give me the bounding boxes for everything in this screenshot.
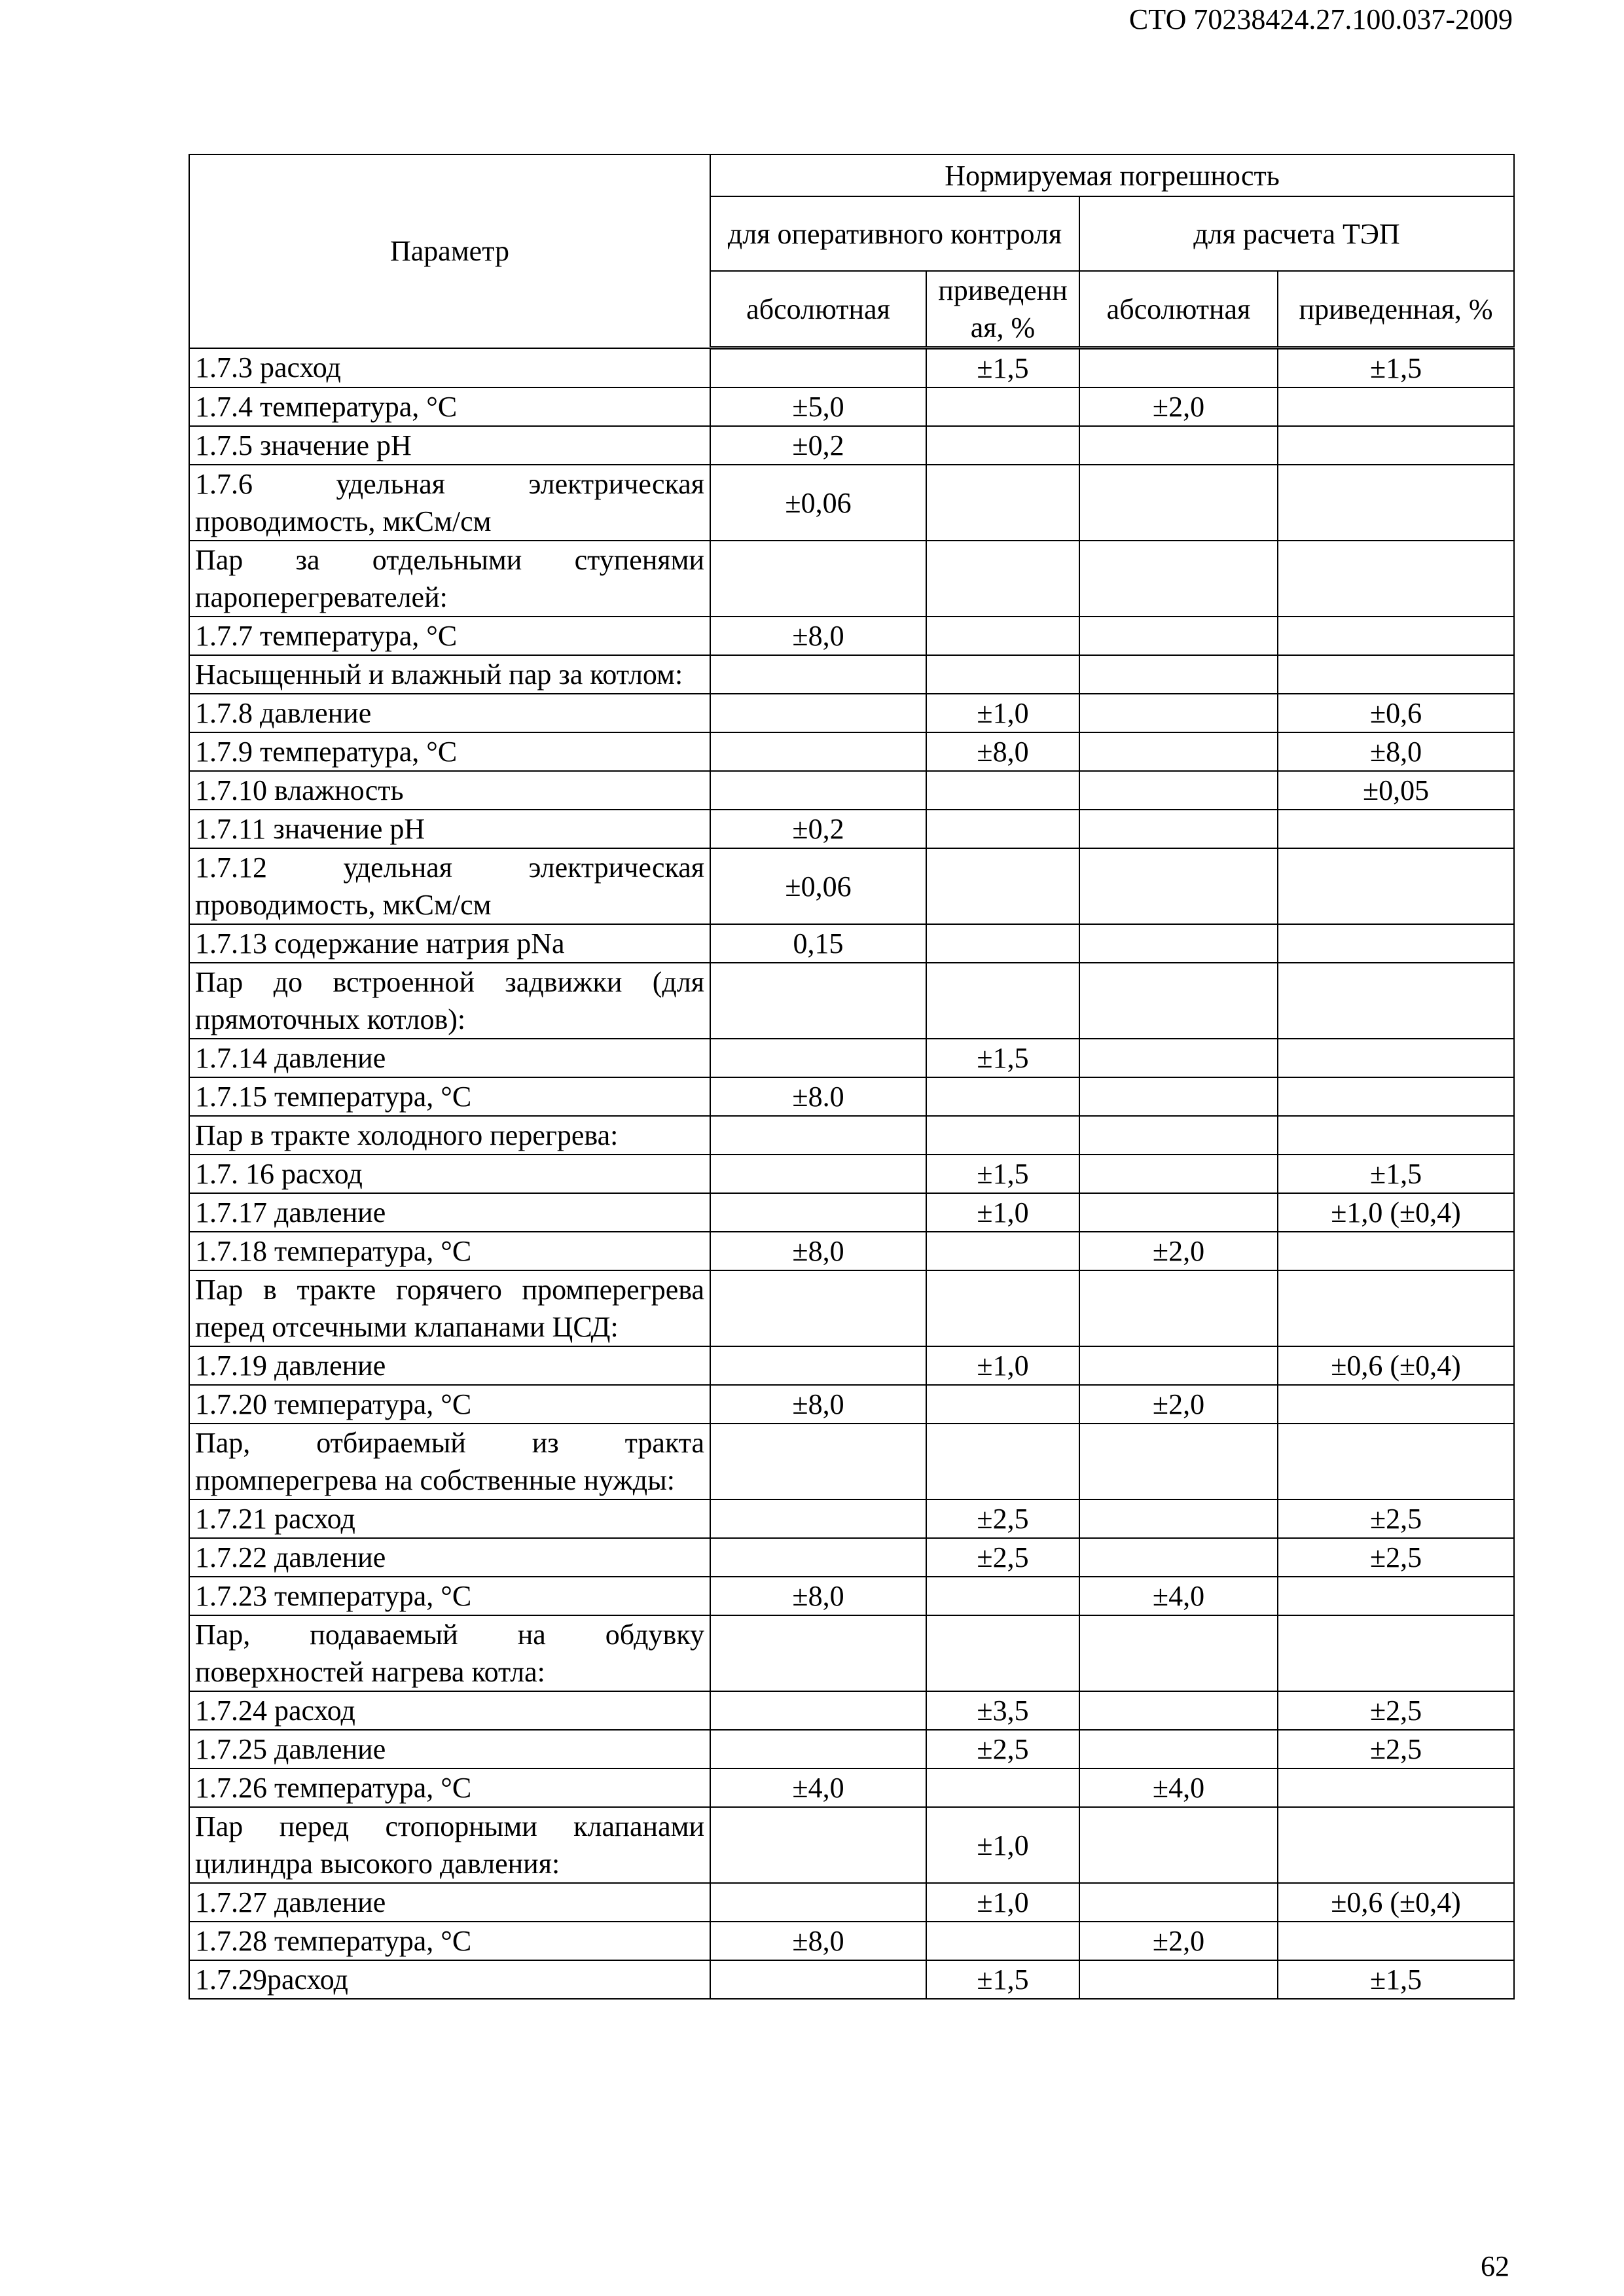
cell-absolute-tep [1079, 1193, 1278, 1232]
cell-reduced-operational: ±2,5 [926, 1499, 1079, 1538]
cell-absolute-operational [710, 541, 926, 617]
table-row [189, 1768, 1514, 1807]
cell-absolute-tep [1079, 348, 1278, 388]
cell-parameter: 1.7.22 давление [189, 1538, 710, 1577]
cell-absolute-operational [710, 1730, 926, 1768]
cell-absolute-operational: ±8,0 [710, 1232, 926, 1270]
cell-reduced-operational: ±1,5 [926, 1155, 1079, 1193]
cell-reduced-tep: ±1,5 [1278, 1155, 1514, 1193]
cell-reduced-operational [926, 1385, 1079, 1424]
cell-reduced-operational [926, 465, 1079, 541]
cell-parameter: Пар в тракте горячего промперегрева перед отсечными клапанами ЦСД: [189, 1270, 710, 1346]
header-reduced-tep: приведенная, % [1278, 271, 1514, 348]
table-row [189, 1193, 1514, 1232]
cell-parameter: 1.7.27 давление [189, 1883, 710, 1922]
table-row [189, 1577, 1514, 1615]
cell-absolute-tep: ±2,0 [1079, 1385, 1278, 1424]
cell-absolute-operational [710, 1155, 926, 1193]
cell-absolute-operational [710, 348, 926, 388]
table-row [189, 771, 1514, 810]
table-row [189, 924, 1514, 963]
cell-parameter: 1.7.12 удельная электрическая проводимость, мкСм/см [189, 848, 710, 924]
cell-reduced-operational: ±1,5 [926, 348, 1079, 388]
cell-absolute-operational [710, 1960, 926, 1999]
table-row [189, 541, 1514, 617]
table-row [189, 1116, 1514, 1155]
cell-absolute-operational [710, 1346, 926, 1385]
cell-reduced-operational [926, 810, 1079, 848]
cell-absolute-tep [1079, 541, 1278, 617]
cell-absolute-tep [1079, 1538, 1278, 1577]
cell-parameter: 1.7.24 расход [189, 1691, 710, 1730]
table-row [189, 1499, 1514, 1538]
header-parameter: Параметр [189, 154, 710, 348]
cell-reduced-operational: ±1,0 [926, 1346, 1079, 1385]
cell-reduced-tep: ±8,0 [1278, 732, 1514, 771]
cell-reduced-tep [1278, 1615, 1514, 1691]
table-row [189, 1922, 1514, 1960]
page-number: 62 [1481, 2250, 1509, 2282]
cell-absolute-tep: ±2,0 [1079, 1232, 1278, 1270]
cell-parameter: 1.7.25 давление [189, 1730, 710, 1768]
cell-parameter: 1.7.5 значение рН [189, 426, 710, 465]
table-body [189, 348, 1514, 2000]
cell-absolute-tep [1079, 848, 1278, 924]
table-row [189, 465, 1514, 541]
cell-absolute-operational: ±8,0 [710, 1385, 926, 1424]
cell-absolute-tep [1079, 1499, 1278, 1538]
table-row [189, 1615, 1514, 1691]
table-row [189, 1691, 1514, 1730]
cell-reduced-operational [926, 1615, 1079, 1691]
cell-parameter: 1.7.10 влажность [189, 771, 710, 810]
cell-parameter: 1.7.20 температура, °С [189, 1385, 710, 1424]
cell-parameter: 1.7.11 значение рН [189, 810, 710, 848]
cell-absolute-operational: ±8,0 [710, 617, 926, 655]
cell-absolute-operational: ±8,0 [710, 1922, 926, 1960]
table-row [189, 1538, 1514, 1577]
cell-parameter: Пар перед стопорными клапанами цилиндра высокого давления: [189, 1807, 710, 1883]
cell-absolute-operational: ±0,06 [710, 465, 926, 541]
table-row [189, 963, 1514, 1039]
cell-reduced-operational: ±2,5 [926, 1730, 1079, 1768]
cell-absolute-operational [710, 732, 926, 771]
cell-reduced-tep: ±1,5 [1278, 1960, 1514, 1999]
error-norms-table [189, 154, 1515, 2000]
cell-absolute-operational [710, 1615, 926, 1691]
cell-reduced-tep [1278, 426, 1514, 465]
cell-reduced-operational [926, 963, 1079, 1039]
cell-absolute-operational [710, 1883, 926, 1922]
cell-absolute-tep [1079, 1424, 1278, 1499]
cell-parameter: 1.7.28 температура, °С [189, 1922, 710, 1960]
cell-reduced-operational [926, 655, 1079, 694]
cell-absolute-operational [710, 1424, 926, 1499]
document-code: СТО 70238424.27.100.037-2009 [1128, 3, 1513, 35]
table-row [189, 387, 1514, 426]
header-reduced-operational: приведенн ая, % [926, 271, 1079, 348]
cell-reduced-tep [1278, 1424, 1514, 1499]
cell-reduced-tep [1278, 963, 1514, 1039]
table-row [189, 617, 1514, 655]
cell-absolute-tep [1079, 1615, 1278, 1691]
table-row [189, 810, 1514, 848]
cell-absolute-operational [710, 771, 926, 810]
cell-reduced-operational [926, 771, 1079, 810]
cell-absolute-tep [1079, 963, 1278, 1039]
cell-absolute-tep [1079, 694, 1278, 732]
cell-absolute-tep [1079, 465, 1278, 541]
cell-reduced-tep [1278, 1039, 1514, 1077]
cell-absolute-tep [1079, 1039, 1278, 1077]
cell-reduced-operational: ±8,0 [926, 732, 1079, 771]
cell-reduced-tep [1278, 617, 1514, 655]
table-row [189, 1960, 1514, 1999]
table-header [189, 154, 1514, 348]
cell-absolute-operational [710, 1538, 926, 1577]
cell-absolute-operational [710, 1499, 926, 1538]
table-row [189, 1155, 1514, 1193]
cell-absolute-tep [1079, 1883, 1278, 1922]
cell-reduced-tep: ±2,5 [1278, 1730, 1514, 1768]
cell-reduced-tep [1278, 1768, 1514, 1807]
table-row [189, 1077, 1514, 1116]
cell-absolute-tep: ±4,0 [1079, 1577, 1278, 1615]
cell-reduced-operational [926, 541, 1079, 617]
cell-absolute-tep [1079, 810, 1278, 848]
table-row [189, 694, 1514, 732]
cell-reduced-tep [1278, 1807, 1514, 1883]
cell-absolute-tep [1079, 1691, 1278, 1730]
cell-parameter: Пар, отбираемый из тракта промперегрева на собственные нужды: [189, 1424, 710, 1499]
cell-absolute-tep: ±2,0 [1079, 387, 1278, 426]
cell-absolute-operational [710, 655, 926, 694]
cell-reduced-tep: ±0,6 [1278, 694, 1514, 732]
cell-absolute-tep [1079, 617, 1278, 655]
header-tep-calculation: для расчета ТЭП [1079, 196, 1514, 271]
cell-parameter: 1.7.6 удельная электрическая проводимость, мкСм/см [189, 465, 710, 541]
cell-absolute-operational [710, 1039, 926, 1077]
cell-reduced-tep [1278, 1922, 1514, 1960]
cell-absolute-operational [710, 1193, 926, 1232]
cell-parameter: 1.7. 16 расход [189, 1155, 710, 1193]
cell-absolute-operational: ±0,2 [710, 810, 926, 848]
cell-reduced-tep [1278, 655, 1514, 694]
cell-parameter: 1.7.7 температура, °С [189, 617, 710, 655]
cell-reduced-operational [926, 387, 1079, 426]
header-operational-control: для оперативного контроля [710, 196, 1079, 271]
cell-absolute-tep [1079, 1077, 1278, 1116]
cell-reduced-tep [1278, 848, 1514, 924]
table-row [189, 1385, 1514, 1424]
cell-absolute-operational [710, 1116, 926, 1155]
cell-reduced-operational: ±1,5 [926, 1960, 1079, 1999]
cell-parameter: Пар в тракте холодного перегрева: [189, 1116, 710, 1155]
cell-reduced-operational [926, 1077, 1079, 1116]
cell-reduced-tep: ±1,5 [1278, 348, 1514, 388]
cell-reduced-operational: ±1,0 [926, 1807, 1079, 1883]
table-row [189, 1424, 1514, 1499]
cell-reduced-tep [1278, 1116, 1514, 1155]
cell-absolute-tep: ±2,0 [1079, 1922, 1278, 1960]
cell-parameter: 1.7.26 температура, °С [189, 1768, 710, 1807]
cell-reduced-operational [926, 1116, 1079, 1155]
cell-reduced-tep [1278, 1077, 1514, 1116]
cell-reduced-tep: ±0,6 (±0,4) [1278, 1883, 1514, 1922]
cell-parameter: 1.7.9 температура, °С [189, 732, 710, 771]
cell-reduced-tep: ±2,5 [1278, 1691, 1514, 1730]
cell-reduced-tep [1278, 541, 1514, 617]
cell-reduced-operational [926, 1922, 1079, 1960]
cell-reduced-tep: ±2,5 [1278, 1499, 1514, 1538]
cell-absolute-tep [1079, 426, 1278, 465]
table-row [189, 1270, 1514, 1346]
cell-absolute-operational: 0,15 [710, 924, 926, 963]
cell-absolute-operational [710, 1691, 926, 1730]
cell-parameter: 1.7.18 температура, °С [189, 1232, 710, 1270]
cell-absolute-operational [710, 1270, 926, 1346]
table-row [189, 732, 1514, 771]
cell-reduced-tep [1278, 387, 1514, 426]
cell-parameter: 1.7.8 давление [189, 694, 710, 732]
cell-reduced-operational [926, 1232, 1079, 1270]
cell-absolute-operational: ±8,0 [710, 1577, 926, 1615]
cell-absolute-tep [1079, 1346, 1278, 1385]
cell-absolute-operational [710, 1807, 926, 1883]
table-row [189, 655, 1514, 694]
cell-reduced-tep: ±1,0 (±0,4) [1278, 1193, 1514, 1232]
cell-reduced-operational [926, 848, 1079, 924]
cell-reduced-operational: ±3,5 [926, 1691, 1079, 1730]
cell-reduced-tep [1278, 1270, 1514, 1346]
cell-absolute-tep [1079, 732, 1278, 771]
cell-absolute-operational: ±4,0 [710, 1768, 926, 1807]
cell-absolute-operational: ±0,2 [710, 426, 926, 465]
cell-reduced-operational [926, 617, 1079, 655]
cell-parameter: 1.7.13 содержание натрия pNa [189, 924, 710, 963]
cell-absolute-tep [1079, 1730, 1278, 1768]
cell-reduced-tep [1278, 1577, 1514, 1615]
cell-parameter: 1.7.15 температура, °С [189, 1077, 710, 1116]
cell-absolute-tep [1079, 655, 1278, 694]
cell-reduced-tep: ±0,6 (±0,4) [1278, 1346, 1514, 1385]
cell-absolute-tep: ±4,0 [1079, 1768, 1278, 1807]
cell-reduced-operational [926, 924, 1079, 963]
cell-reduced-operational: ±2,5 [926, 1538, 1079, 1577]
table-row [189, 848, 1514, 924]
header-normalized-error: Нормируемая погрешность [710, 154, 1514, 196]
cell-absolute-tep [1079, 1116, 1278, 1155]
cell-reduced-tep [1278, 1232, 1514, 1270]
table-row [189, 1730, 1514, 1768]
cell-absolute-tep [1079, 1270, 1278, 1346]
cell-reduced-tep [1278, 1385, 1514, 1424]
cell-reduced-tep [1278, 924, 1514, 963]
table-row [189, 426, 1514, 465]
cell-parameter: 1.7.4 температура, °С [189, 387, 710, 426]
cell-absolute-operational [710, 694, 926, 732]
cell-absolute-operational [710, 963, 926, 1039]
cell-parameter: 1.7.14 давление [189, 1039, 710, 1077]
cell-reduced-tep: ±2,5 [1278, 1538, 1514, 1577]
cell-parameter: 1.7.17 давление [189, 1193, 710, 1232]
cell-absolute-tep [1079, 1155, 1278, 1193]
cell-parameter: 1.7.19 давление [189, 1346, 710, 1385]
cell-absolute-tep [1079, 1807, 1278, 1883]
cell-reduced-operational: ±1,0 [926, 694, 1079, 732]
cell-parameter: 1.7.21 расход [189, 1499, 710, 1538]
table-row [189, 348, 1514, 388]
cell-absolute-operational: ±5,0 [710, 387, 926, 426]
table-row [189, 1883, 1514, 1922]
cell-reduced-tep [1278, 810, 1514, 848]
cell-absolute-operational: ±8.0 [710, 1077, 926, 1116]
cell-parameter: Насыщенный и влажный пар за котлом: [189, 655, 710, 694]
cell-parameter: Пар до встроенной задвижки (для прямоточных котлов): [189, 963, 710, 1039]
table-row [189, 1039, 1514, 1077]
cell-absolute-tep [1079, 1960, 1278, 1999]
cell-reduced-operational [926, 1270, 1079, 1346]
cell-absolute-tep [1079, 924, 1278, 963]
cell-parameter: Пар за отдельными ступенями пароперегревателей: [189, 541, 710, 617]
header-absolute-tep: абсолютная [1079, 271, 1278, 348]
table-row [189, 1232, 1514, 1270]
cell-reduced-operational: ±1,0 [926, 1193, 1079, 1232]
cell-parameter: 1.7.29расход [189, 1960, 710, 1999]
table-row [189, 1807, 1514, 1883]
cell-reduced-tep: ±0,05 [1278, 771, 1514, 810]
cell-reduced-tep [1278, 465, 1514, 541]
cell-parameter: 1.7.23 температура, °С [189, 1577, 710, 1615]
cell-reduced-operational [926, 1424, 1079, 1499]
table-row [189, 1346, 1514, 1385]
header-absolute-operational: абсолютная [710, 271, 926, 348]
cell-parameter: Пар, подаваемый на обдувку поверхностей нагрева котла: [189, 1615, 710, 1691]
cell-absolute-operational: ±0,06 [710, 848, 926, 924]
cell-absolute-tep [1079, 771, 1278, 810]
cell-reduced-operational [926, 426, 1079, 465]
cell-reduced-operational [926, 1577, 1079, 1615]
cell-reduced-operational: ±1,0 [926, 1883, 1079, 1922]
cell-reduced-operational: ±1,5 [926, 1039, 1079, 1077]
cell-parameter: 1.7.3 расход [189, 348, 710, 388]
cell-reduced-operational [926, 1768, 1079, 1807]
